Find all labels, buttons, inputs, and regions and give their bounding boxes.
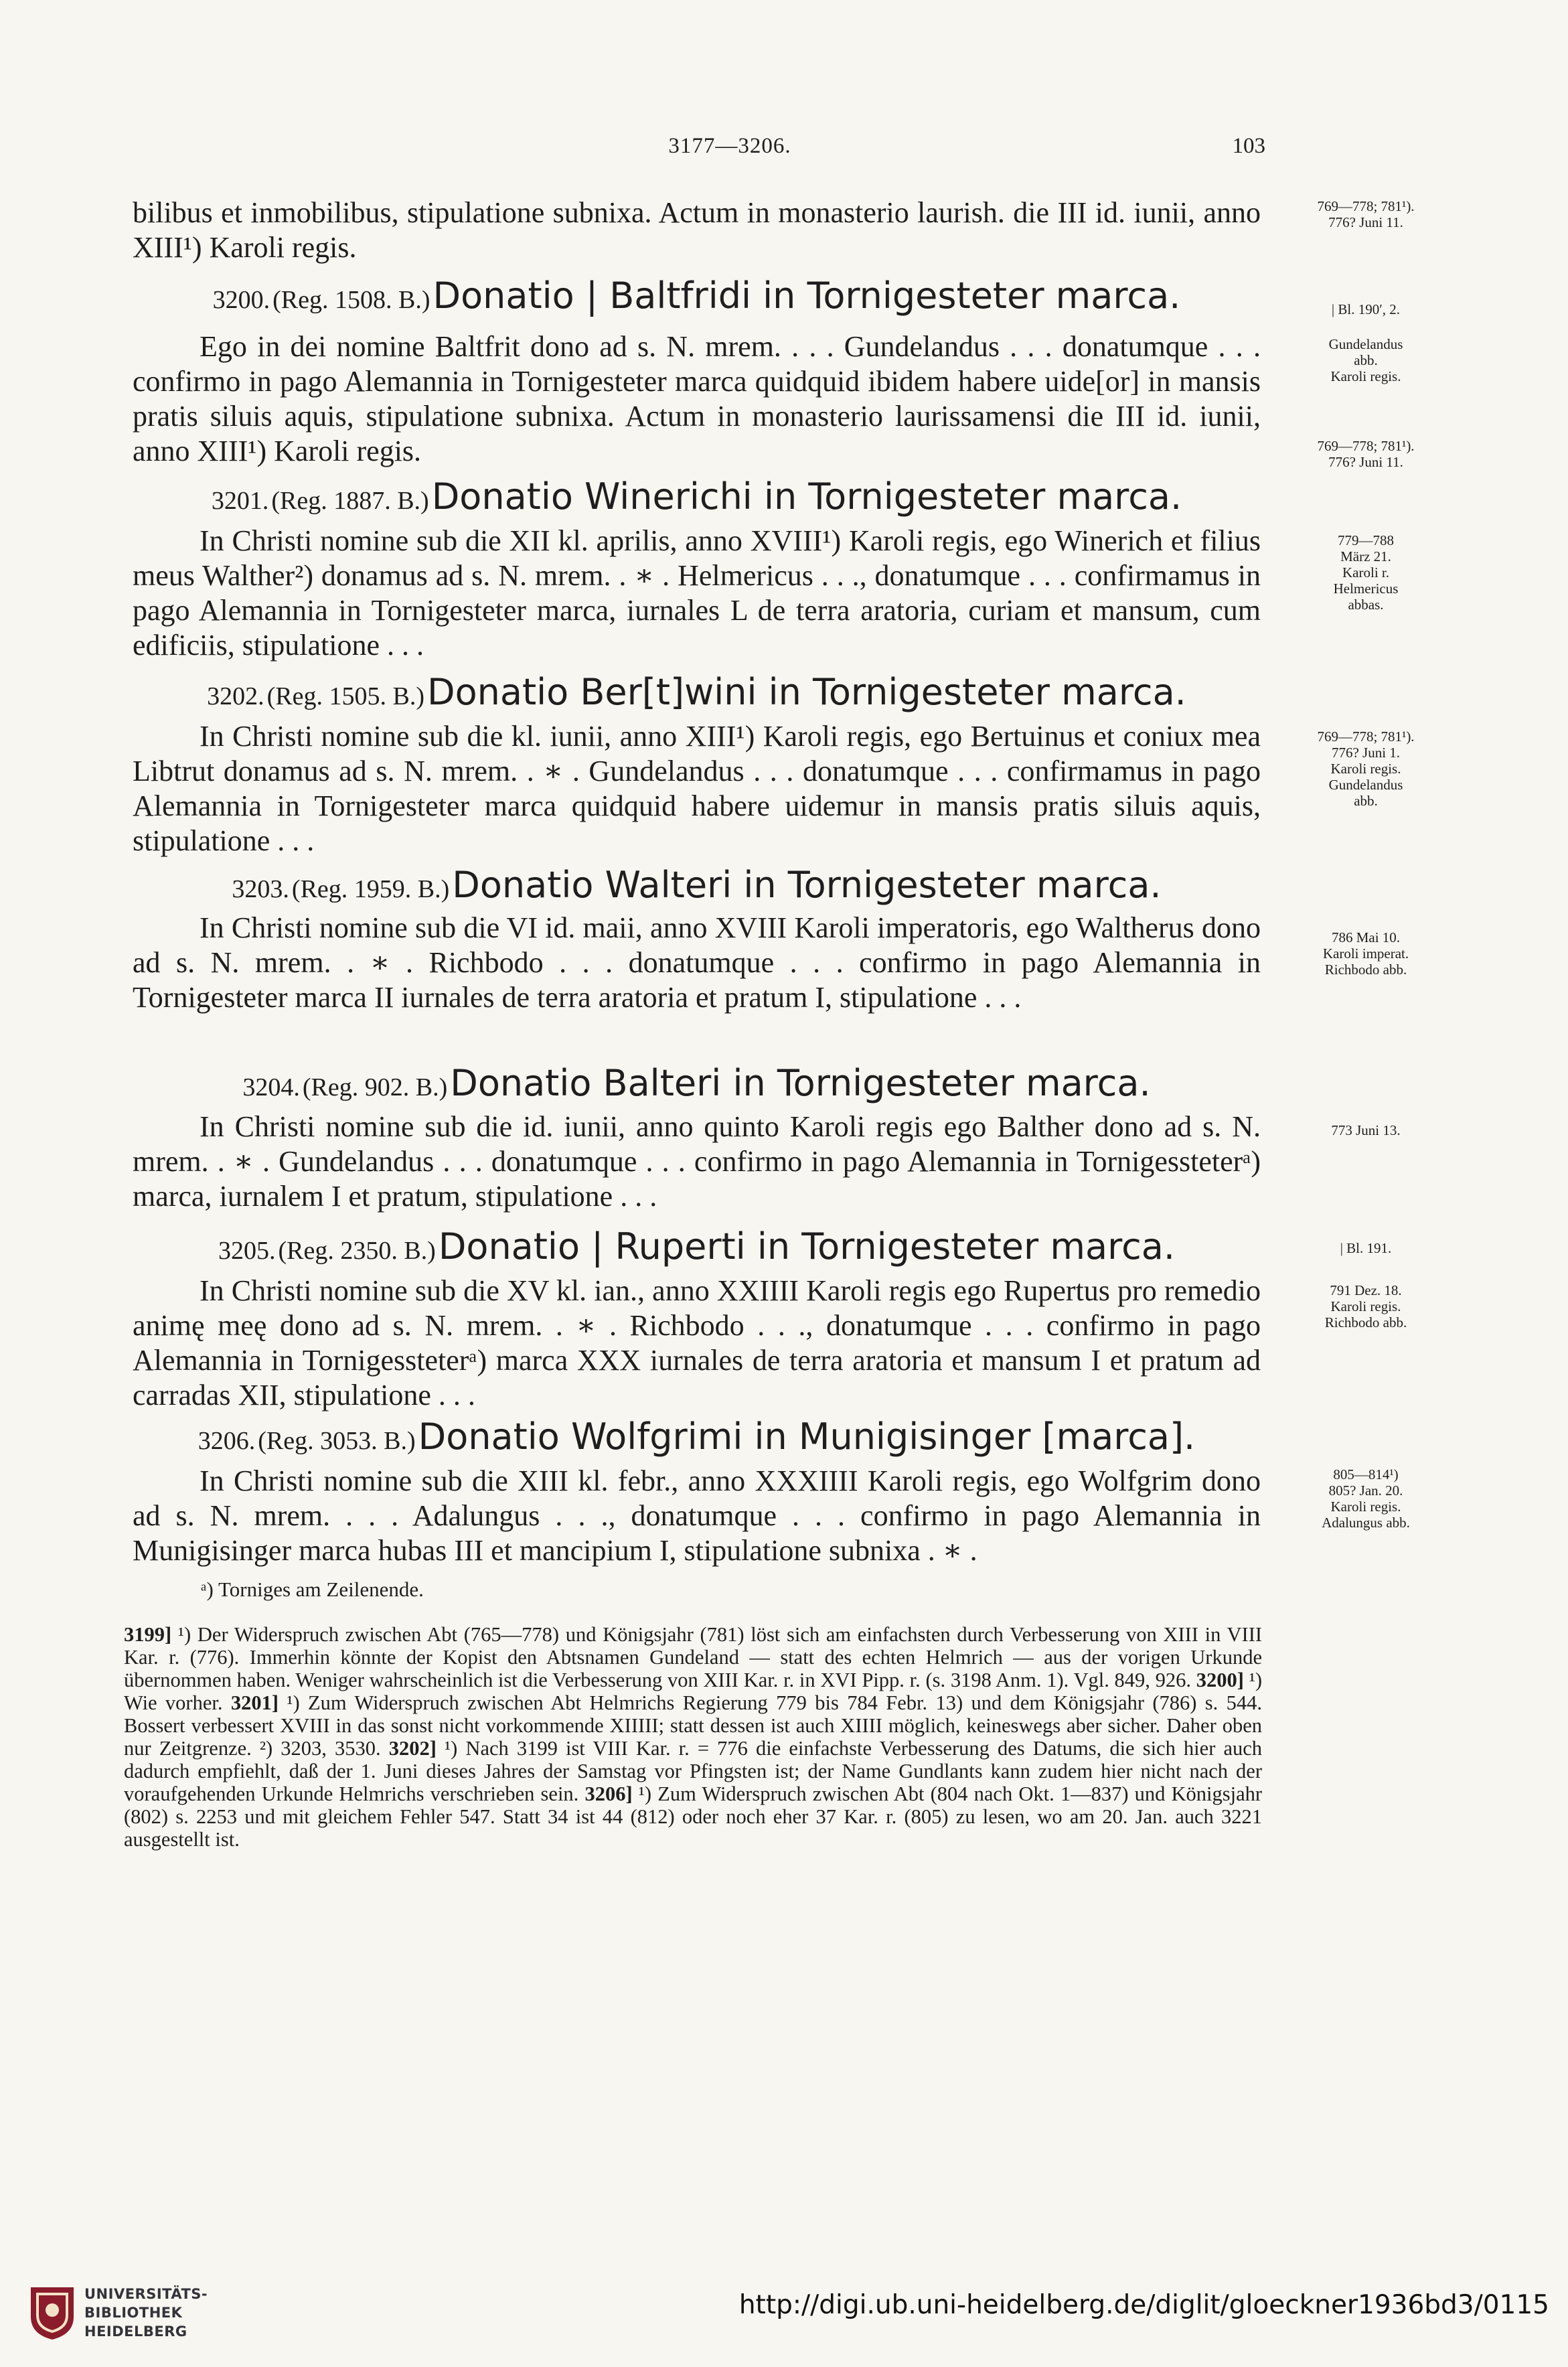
margin-line: Karoli regis.: [1330, 761, 1401, 777]
margin-line: 773 Juni 13.: [1331, 1122, 1401, 1138]
margin-line: 805—814¹): [1333, 1466, 1399, 1482]
footnote-ref: 3206]: [584, 1782, 633, 1805]
margin-line: | Bl. 191.: [1340, 1240, 1392, 1256]
entry-body: In Christi nomine sub die XIII kl. febr., anno XXXIIII Karoli regis, ego Wolfgrim dono ad s. N. mrem. . . . Adalungus . . ., donatumque . . . confirmo in pago Alemannia in Munigisinger marca hubas III et mancipium I, stipulatione subnixa . ∗ .: [133, 1464, 1261, 1567]
entry-heading-3202: [133, 671, 1261, 713]
margin-line: 805? Jan. 20.: [1328, 1482, 1403, 1499]
entry-title: Donatio Ber[t]wini in Tornigesteter marca.: [427, 671, 1186, 713]
entry-reg: (Reg. 2350. B.): [278, 1237, 436, 1265]
margin-line: Gundelandus: [1328, 777, 1403, 793]
margin-line: 776? Juni 11.: [1328, 214, 1403, 230]
margin-line: 791 Dez. 18.: [1330, 1282, 1402, 1298]
entry-number: 3203.: [232, 875, 289, 903]
margin-line: 769—778; 781¹).: [1317, 198, 1415, 214]
entry-title: Donatio Balteri in Tornigesteter marca.: [450, 1062, 1151, 1104]
entry-heading-3205: [133, 1225, 1261, 1268]
entry-number: 3202.: [207, 682, 264, 710]
margin-folio-3205: [1285, 1240, 1446, 1256]
entry-reg: (Reg. 3053. B.): [258, 1427, 416, 1455]
footnote: 3206] ¹) Zum Widerspruch zwischen Abt (804 nach Okt. 1—837) und Königsjahr (802) s. 2253 und mit gleichem Fehler 547. Statt 34 ist 44 (812) oder noch eher 37 Kar. r. (805) zu lesen, wo am 20. Jan. auch 3221 ausgestellt ist.: [124, 1782, 1263, 1851]
margin-line: | Bl. 190′, 2.: [1331, 301, 1401, 317]
entry-number: 3206.: [198, 1427, 256, 1455]
entry-body-block-3202: [133, 719, 1261, 858]
footnotes: [124, 1623, 1262, 1851]
margin-line: Richbodo abb.: [1324, 962, 1407, 978]
apparatus-note: ᵃ) Torniges am Zeilenende.: [201, 1578, 424, 1601]
margin-line: Karoli imperat.: [1322, 945, 1409, 962]
entry-reg: (Reg. 1887. B.): [271, 487, 429, 515]
entry-title: Donatio | Baltfridi in Tornigesteter marca.: [433, 275, 1181, 317]
margin-line: 786 Mai 10.: [1331, 929, 1401, 945]
page-header: [194, 134, 1265, 167]
margin-line: [1285, 384, 1446, 438]
continuation-block: [133, 196, 1261, 265]
entry-body: In Christi nomine sub die XV kl. ian., anno XXIIII Karoli regis ego Rupertus pro remedio animę meę dono ad s. N. mrem. . ∗ . Richbodo . . ., donatumque . . . confirmo in pago Alemannia in Tornigessteterᵃ) marca XXX iurnales de terra aratoria et mansum I et pratum ad carradas XII, stipulatione . . .: [133, 1274, 1261, 1411]
continuation-margin-note: [1285, 198, 1446, 230]
entry-body-block-3200: [133, 329, 1261, 469]
entry-reg: (Reg. 1508. B.): [272, 286, 430, 314]
margin-line: 769—778; 781¹).: [1317, 729, 1415, 745]
margin-line: abb.: [1354, 793, 1378, 809]
margin-note-3202: [1285, 729, 1446, 809]
library-name: UNIVERSITÄTS- BIBLIOTHEK HEIDELBERG: [84, 2286, 208, 2340]
entry-heading-3204: [133, 1062, 1261, 1104]
margin-line: Karoli regis.: [1330, 1499, 1401, 1515]
entry-reg: (Reg. 1505. B.): [266, 682, 425, 710]
entry-body-block-3201: [133, 524, 1261, 663]
permalink-url[interactable]: http://digi.ub.uni-heidelberg.de/diglit/gloeckner1936bd3/0115: [738, 2290, 1549, 2320]
margin-line: 776? Juni 1.: [1331, 745, 1401, 761]
entry-body-block-3204: [133, 1110, 1261, 1214]
entry-heading-3203: [133, 864, 1261, 906]
footnote: 3201] ¹) Zum Widerspruch zwischen Abt Helmrichs Regierung 779 bis 784 Febr. 13) und dem Königsjahr (786) s. 544. Bossert verbessert XVIII in das sonst nicht vorkommende XIIIII; statt dessen ist auch XIIII möglich, keineswegs aber sicher. Daher oben nur Zeitgrenze. ²) 3203, 3530.: [124, 1691, 1263, 1760]
entry-heading-3206: [133, 1416, 1261, 1458]
margin-line: Karoli r.: [1342, 564, 1389, 581]
margin-line: Karoli regis.: [1330, 368, 1401, 384]
entry-body: In Christi nomine sub die kl. iunii, anno XIII¹) Karoli regis, ego Bertuinus et coniux mea Libtrut donamus ad s. N. mrem. . ∗ . Gundelandus . . . donatumque . . . confirmamus in pago Alemannia in Tornigesteter marca quidquid habere uidemur in mansis pratis siluis aquis, stipulatione . . .: [133, 720, 1261, 857]
margin-line: Helmericus: [1333, 581, 1399, 597]
entry-heading-3201: [133, 475, 1261, 518]
entry-body-block-3205: [133, 1274, 1261, 1413]
continuation-text: bilibus et inmobilibus, stipulatione subnixa. Actum in monasterio laurish. die III id. iunii, anno XIII¹) Karoli regis.: [133, 196, 1261, 264]
entry-title: Donatio Winerichi in Tornigesteter marca.: [431, 475, 1182, 518]
margin-folio-3200: [1285, 301, 1446, 317]
entry-number: 3201.: [211, 487, 269, 515]
footnote: 3199] ¹) Der Widerspruch zwischen Abt (765—778) und Königsjahr (781) löst sich am einfachsten durch Verbesserung von XIII in VIII Kar. r. (776). Immerhin könnte der Kopist den Abtsnamen Gundeland — statt des echten Helmrich — aus der vorigen Urkunde übernommen haben. Weniger wahrscheinlich ist die Verbesserung von XIII Kar. r. in XVI Pipp. r. (s. 3198 Anm. 1). Vgl. 849, 926.: [124, 1623, 1263, 1691]
margin-note-3206: [1285, 1466, 1446, 1531]
footnote-ref: 3202]: [388, 1737, 437, 1760]
margin-line: Richbodo abb.: [1324, 1314, 1407, 1330]
margin-note-3201: [1285, 532, 1446, 613]
margin-line: abbas.: [1348, 597, 1384, 613]
margin-note-3203: [1285, 929, 1446, 978]
entry-number: 3200.: [212, 286, 270, 314]
entry-body-block-3203: [133, 911, 1261, 1015]
entry-body-block-3206: [133, 1464, 1261, 1568]
entry-heading-3200: [133, 275, 1261, 317]
footnote-ref: 3200]: [1196, 1669, 1244, 1691]
margin-line: Adalungus abb.: [1322, 1515, 1410, 1531]
entry-body: In Christi nomine sub die XII kl. aprilis, anno XVIII¹) Karoli regis, ego Winerich et filius meus Walther²) donamus ad s. N. mrem. . ∗ . Helmericus . . ., donatumque . . . confirmamus in pago Alemannia in Tornigesteter marca, iurnales L de terra aratoria, curiam et mansum, cum edificiis, stipulatione . . .: [133, 524, 1261, 662]
entry-body: Ego in dei nomine Baltfrit dono ad s. N. mrem. . . . Gundelandus . . . donatumque . . . confirmo in pago Alemannia in Tornigesteter marca quidquid ibidem habere uide[or] in mansis pratis siluis aquis, stipulatione subnixa. Actum in monasterio laurissamensi die III id. iunii, anno XIII¹) Karoli regis.: [133, 330, 1261, 467]
footnote-ref: 3199]: [124, 1623, 172, 1646]
margin-line: 776? Juni 11.: [1328, 454, 1403, 470]
entry-title: Donatio | Ruperti in Tornigesteter marca.: [438, 1225, 1176, 1268]
footnote: 3202] ¹) Nach 3199 ist VIII Kar. r. = 776 die einfachste Verbesserung des Datums, die sich hier auch dadurch empfiehlt, daß der 1. Juni dieses Jahres der Samstag vor Pfingsten ist; der Name Gundlants kann zudem hier nicht nach der voraufgehenden Urkunde Helmrichs verschrieben sein.: [124, 1737, 1263, 1805]
entry-number: 3205.: [218, 1237, 276, 1265]
entry-reg: (Reg. 1959. B.): [291, 875, 450, 903]
page-number: 103: [1232, 134, 1265, 158]
margin-line: Karoli regis.: [1330, 1298, 1401, 1314]
entry-body: In Christi nomine sub die id. iunii, anno quinto Karoli regis ego Balther dono ad s. N. mrem. . ∗ . Gundelandus . . . donatumque . . . confirmo in pago Alemannia in Tornigessteterᵃ) marca, iurnalem I et pratum, stipulatione . . .: [133, 1110, 1261, 1213]
margin-note-3205: [1285, 1282, 1446, 1330]
page-range: 3177—3206.: [668, 134, 791, 158]
library-seal-icon: [28, 2285, 76, 2341]
margin-note-3204: [1285, 1122, 1446, 1138]
entry-number: 3204.: [242, 1073, 300, 1101]
margin-line: 779—788: [1338, 532, 1394, 548]
footnote-ref: 3201]: [230, 1691, 279, 1714]
entry-body: In Christi nomine sub die VI id. maii, anno XVIII Karoli imperatoris, ego Waltherus dono ad s. N. mrem. . ∗ . Richbodo . . . donatumque . . . confirmo in pago Alemannia in Tornigesteter marca II iurnales de terra aratoria et pratum I, stipulatione . . .: [133, 911, 1261, 1014]
margin-line: März 21.: [1340, 548, 1391, 564]
margin-note-3200: [1285, 336, 1446, 470]
margin-line: Gundelandus: [1328, 336, 1403, 352]
entry-title: Donatio Walteri in Tornigesteter marca.: [452, 864, 1162, 906]
margin-line: 769—778; 781¹).: [1317, 438, 1415, 454]
footnote: 3200] ¹) Wie vorher.: [124, 1669, 1262, 1714]
library-logo[interactable]: [28, 2281, 249, 2348]
margin-line: abb.: [1354, 352, 1378, 368]
entry-title: Donatio Wolfgrimi in Munigisinger [marca].: [418, 1416, 1196, 1458]
entry-reg: (Reg. 902. B.): [302, 1073, 448, 1101]
